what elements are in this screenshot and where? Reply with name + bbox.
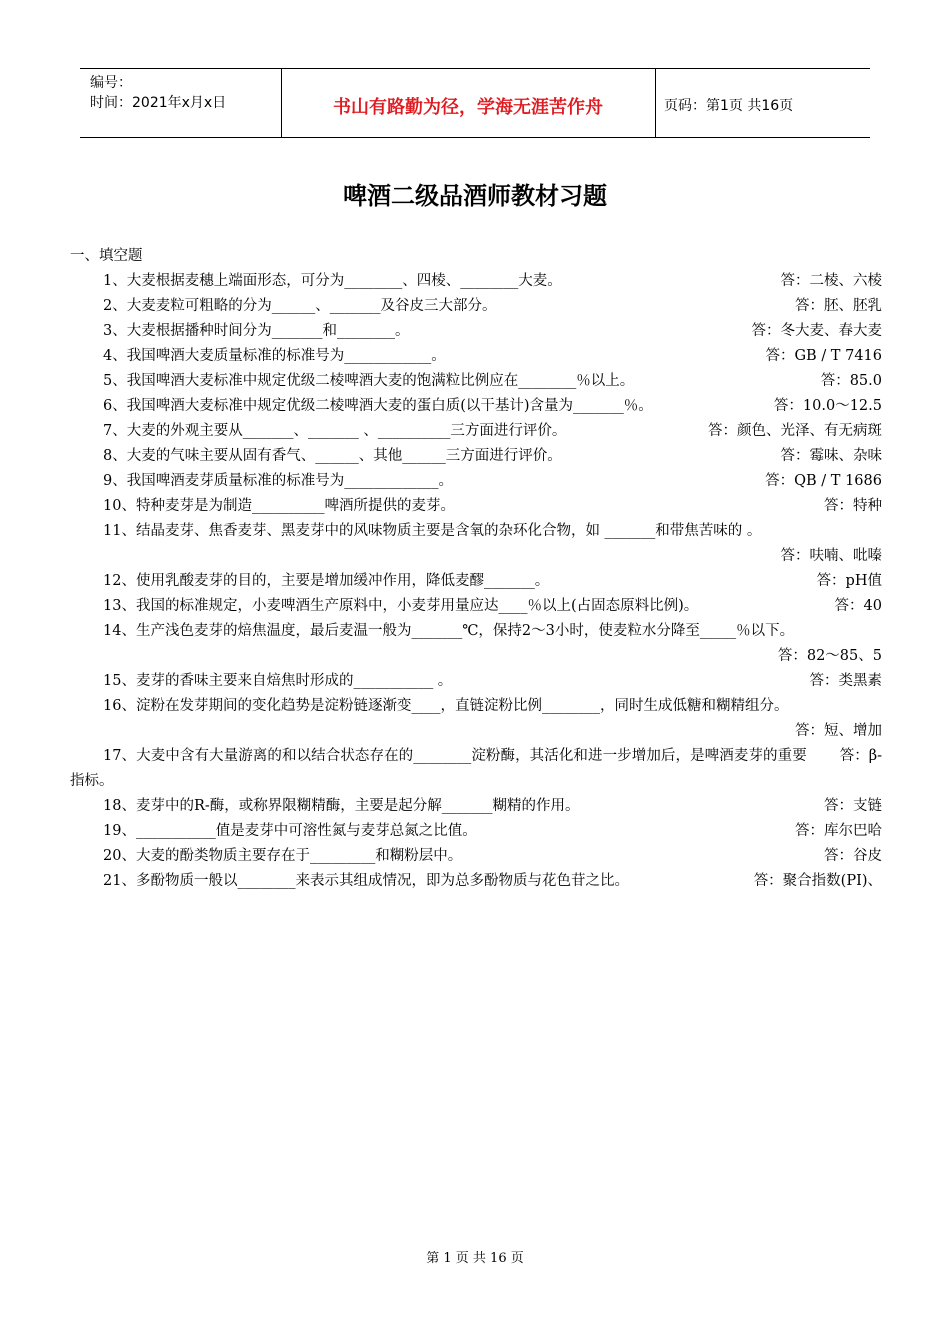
answer-text: 答：呋喃、吡嗪 <box>780 548 882 564</box>
page-footer: 第 1 页 共 16 页 <box>426 1251 524 1266</box>
answer-text: 答：库尔巴哈 <box>795 823 882 839</box>
document-title: 啤酒二级品酒师教材习题 <box>343 182 607 210</box>
question-text: 11、结晶麦芽、焦香麦芽、黑麦芽中的风味物质主要是含氧的杂环化合物，如 _______和带焦苦味的 。 <box>103 523 762 539</box>
question-item <box>70 494 882 519</box>
answer-text: 答：胚、胚乳 <box>795 298 882 314</box>
question-item <box>70 519 882 544</box>
question-item <box>70 344 882 369</box>
question-item <box>70 394 882 419</box>
answer-text: 答：霉味、杂味 <box>780 448 882 464</box>
question-item <box>70 294 882 319</box>
answer-line <box>70 644 882 669</box>
question-text: 3、大麦根据播种时间分为_______和________。 <box>103 323 410 339</box>
answer-text: 答：85.0 <box>820 373 882 389</box>
document-date: 时间：2021年x月x日 <box>90 95 227 111</box>
question-text: 12、使用乳酸麦芽的目的，主要是增加缓冲作用，降低麦醪_______。 <box>103 573 550 589</box>
document-body <box>70 244 882 894</box>
answer-line <box>70 719 882 744</box>
header-divider <box>655 69 656 137</box>
header-page-info: 页码：第1页 共16页 <box>664 98 794 114</box>
answer-text: 答：短、增加 <box>795 723 882 739</box>
answer-text: 答：类黑素 <box>809 673 882 689</box>
question-item <box>70 744 882 794</box>
question-item <box>70 469 882 494</box>
question-item <box>70 844 882 869</box>
answer-text: 答：GB / T 7416 <box>765 348 882 364</box>
question-text: 8、大麦的气味主要从固有香气、______、其他______三方面进行评价。 <box>103 448 562 464</box>
header-motto: 书山有路勤为径，学海无涯苦作舟 <box>333 97 603 118</box>
answer-text: 答：QB / T 1686 <box>765 473 882 489</box>
answer-text: 答：pH值 <box>816 573 882 589</box>
question-text: 14、生产浅色麦芽的焙焦温度，最后麦温一般为_______℃，保持2～3小时，使麦粒水分降至_____％以下。 <box>103 623 795 639</box>
question-text: 5、我国啤酒大麦标准中规定优级二棱啤酒大麦的饱满粒比例应在________％以上。 <box>103 373 635 389</box>
answer-text: 答：二棱、六棱 <box>780 273 882 289</box>
question-text: 7、大麦的外观主要从_______、_______ 、__________三方面进行评价。 <box>103 423 567 439</box>
answer-text: 答：82～85、5 <box>777 648 882 664</box>
answer-text: 答：β- <box>839 748 882 764</box>
question-item <box>70 369 882 394</box>
question-text: 19、___________值是麦芽中可溶性氮与麦芽总氮之比值。 <box>103 823 477 839</box>
document-number-label: 编号： <box>90 75 132 91</box>
question-list <box>70 269 882 894</box>
question-item <box>70 569 882 594</box>
answer-text: 答：冬大麦、春大麦 <box>751 323 882 339</box>
question-text: 20、大麦的酚类物质主要存在于_________和糊粉层中。 <box>103 848 463 864</box>
question-text: 21、多酚物质一般以________来表示其组成情况，即为总多酚物质与花色苷之比。 <box>103 873 629 889</box>
question-text: 4、我国啤酒大麦质量标准的标准号为____________。 <box>103 348 446 364</box>
answer-text: 答：10.0～12.5 <box>773 398 882 414</box>
answer-text: 答：40 <box>834 598 882 614</box>
question-item <box>70 319 882 344</box>
page-header <box>80 68 870 138</box>
question-text: 18、麦芽中的R-酶，或称界限糊精酶，主要是起分解_______糊精的作用。 <box>103 798 580 814</box>
question-item <box>70 694 882 719</box>
question-text: 1、大麦根据麦穗上端面形态，可分为________、四棱、________大麦。 <box>103 273 562 289</box>
answer-text: 答：谷皮 <box>824 848 882 864</box>
question-item <box>70 819 882 844</box>
question-item <box>70 419 882 444</box>
question-item <box>70 669 882 694</box>
question-item <box>70 869 882 894</box>
question-text: 17、大麦中含有大量游离的和以结合状态存在的________淀粉酶，其活化和进一步增加后，是啤酒麦芽的重要指标。 <box>70 748 807 789</box>
question-item <box>70 269 882 294</box>
answer-text: 答：聚合指数(PI)、 <box>753 873 882 889</box>
question-item <box>70 444 882 469</box>
answer-text: 答：颜色、光泽、有无病斑 <box>708 423 882 439</box>
question-item <box>70 794 882 819</box>
question-text: 10、特种麦芽是为制造__________啤酒所提供的麦芽。 <box>103 498 455 514</box>
question-item <box>70 594 882 619</box>
question-text: 16、淀粉在发芽期间的变化趋势是淀粉链逐渐变____，直链淀粉比例________，同时生成低糖和糊精组分。 <box>103 698 789 714</box>
question-item <box>70 619 882 644</box>
answer-text: 答：支链 <box>824 798 882 814</box>
section-title: 一、填空题 <box>70 248 143 264</box>
header-meta <box>90 73 226 113</box>
question-text: 9、我国啤酒麦芽质量标准的标准号为_____________。 <box>103 473 453 489</box>
question-text: 2、大麦麦粒可粗略的分为______、_______及谷皮三大部分。 <box>103 298 497 314</box>
question-text: 6、我国啤酒大麦标准中规定优级二棱啤酒大麦的蛋白质(以干基计)含量为_______％。 <box>103 398 653 414</box>
question-text: 13、我国的标准规定，小麦啤酒生产原料中，小麦芽用量应达____％以上(占固态原料比例)。 <box>103 598 699 614</box>
question-text: 15、麦芽的香味主要来自焙焦时形成的___________ 。 <box>103 673 453 689</box>
answer-line <box>70 544 882 569</box>
answer-text: 答：特种 <box>824 498 882 514</box>
